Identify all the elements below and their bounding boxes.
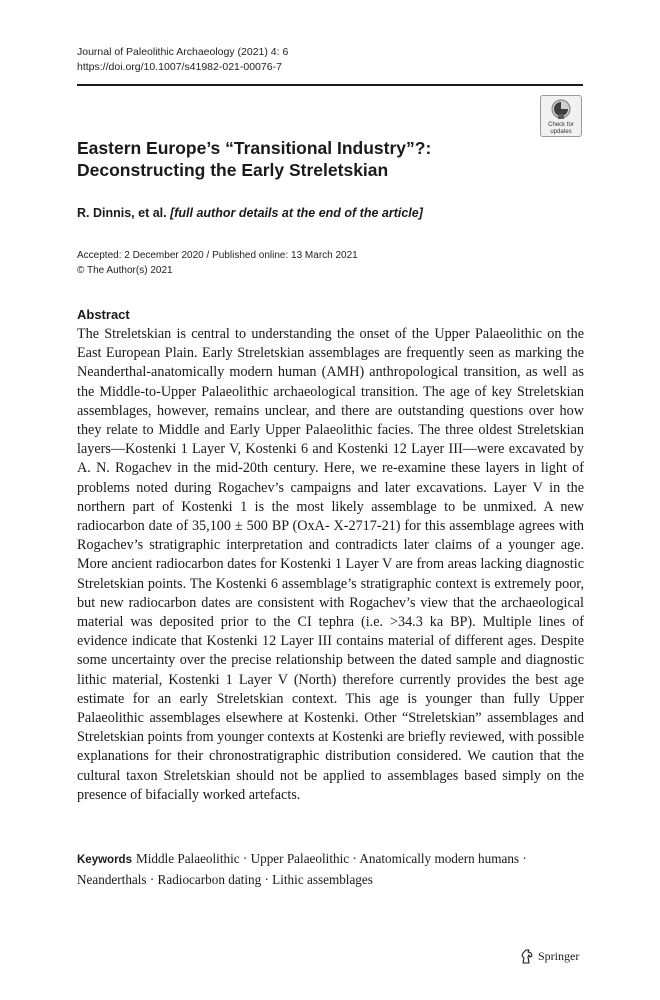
author-details-link[interactable]: [full author details at the end of the article] — [170, 206, 423, 220]
check-for-updates-badge[interactable] — [540, 95, 582, 137]
title-line-2: Deconstructing the Early Streletskian — [77, 160, 389, 180]
abstract-heading: Abstract — [77, 307, 130, 322]
springer-horse-icon — [520, 949, 534, 964]
journal-header — [77, 45, 288, 75]
keywords-section — [77, 849, 584, 889]
article-title — [77, 137, 537, 181]
authors: R. Dinnis, et al. — [77, 206, 167, 220]
abstract-text: The Streletskian is central to understanding the onset of the Upper Palaeolithic on the East European Plain. Early Streletskian assemblages are frequently seen as marking the Neanderthal-anatomically modern human (AMH) anthropological transition, as well as the Middle-to-Upper Palaeolithic archaeological transition. The age of key Streletskian assemblages, however, remains unclear, and there are outstanding questions over how they relate to Middle and Early Upper Palaeolithic facies. The three oldest Streletskian layers—Kostenki 1 Layer V, Kostenki 6 and Kostenki 12 Layer III—were excavated by A. N. Rogachev in the mid-20th century. Here, we re-examine these layers in light of problems noted during Rogachev’s campaigns and later excavations. Layer V in the northern part of Kostenki 1 is the most likely assemblage to be unmixed. A new radiocarbon date of 35,100 ± 500 BP (OxA- X-2717-21) for this assemblage agrees with Rogachev’s stratigraphic interpretation and contradicts later claims of a younger age. More ancient radiocarbon dates for Kostenki 1 Layer V are from areas lacking diagnostic Streletskian points. The Kostenki 6 assemblage’s stratigraphic context is extremely poor, but new radiocarbon dates are consistent with Rogachev’s view that the archaeological material was deposited prior to the CI tephra (i.e. >34.3 ka BP). Multiple lines of evidence indicate that Kostenki 12 Layer III contains material of different ages. Despite some uncertainty over the precise relationship between the dated sample and diagnostic lithic material, Kostenki 1 Layer V (North) therefore currently provides the best age estimate for an early Streletskian context. This age is younger than fully Upper Palaeolithic assemblages elsewhere at Kostenki. Other “Streletskian” assemblages and Streletskian points from younger contexts at Kostenki are briefly reviewed, with possible explanations for their chronostratigraphic distribution considered. We caution that the cultural taxon Streletskian should not be applied to assemblages based simply on the presence of bifacially worked artefacts. — [77, 326, 584, 803]
publisher-name: Springer — [538, 949, 580, 963]
copyright-notice: © The Author(s) 2021 — [77, 265, 173, 276]
badge-label — [548, 122, 574, 135]
header-rule — [77, 84, 583, 86]
author-line — [77, 206, 423, 220]
keywords-label: Keywords — [77, 854, 132, 866]
publisher-logo — [520, 949, 579, 964]
title-line-1: Eastern Europe’s “Transitional Industry”?: — [77, 138, 432, 158]
accepted-published-dates: Accepted: 2 December 2020 / Published online: 13 March 2021 — [77, 250, 358, 261]
badge-line-1: Check for — [548, 122, 574, 128]
journal-citation: Journal of Paleolithic Archaeology (2021) 4: 6 — [77, 46, 289, 58]
journal-doi[interactable]: https://doi.org/10.1007/s41982-021-00076-7 — [77, 61, 282, 73]
badge-line-2: updates — [550, 128, 572, 135]
publication-dates — [77, 248, 358, 278]
keywords-list: Middle Palaeolithic · Upper Palaeolithic · Anatomically modern humans · Neanderthals · Radiocarbon dating · Lithic assemblages — [77, 851, 527, 887]
check-for-updates-icon — [549, 99, 573, 121]
